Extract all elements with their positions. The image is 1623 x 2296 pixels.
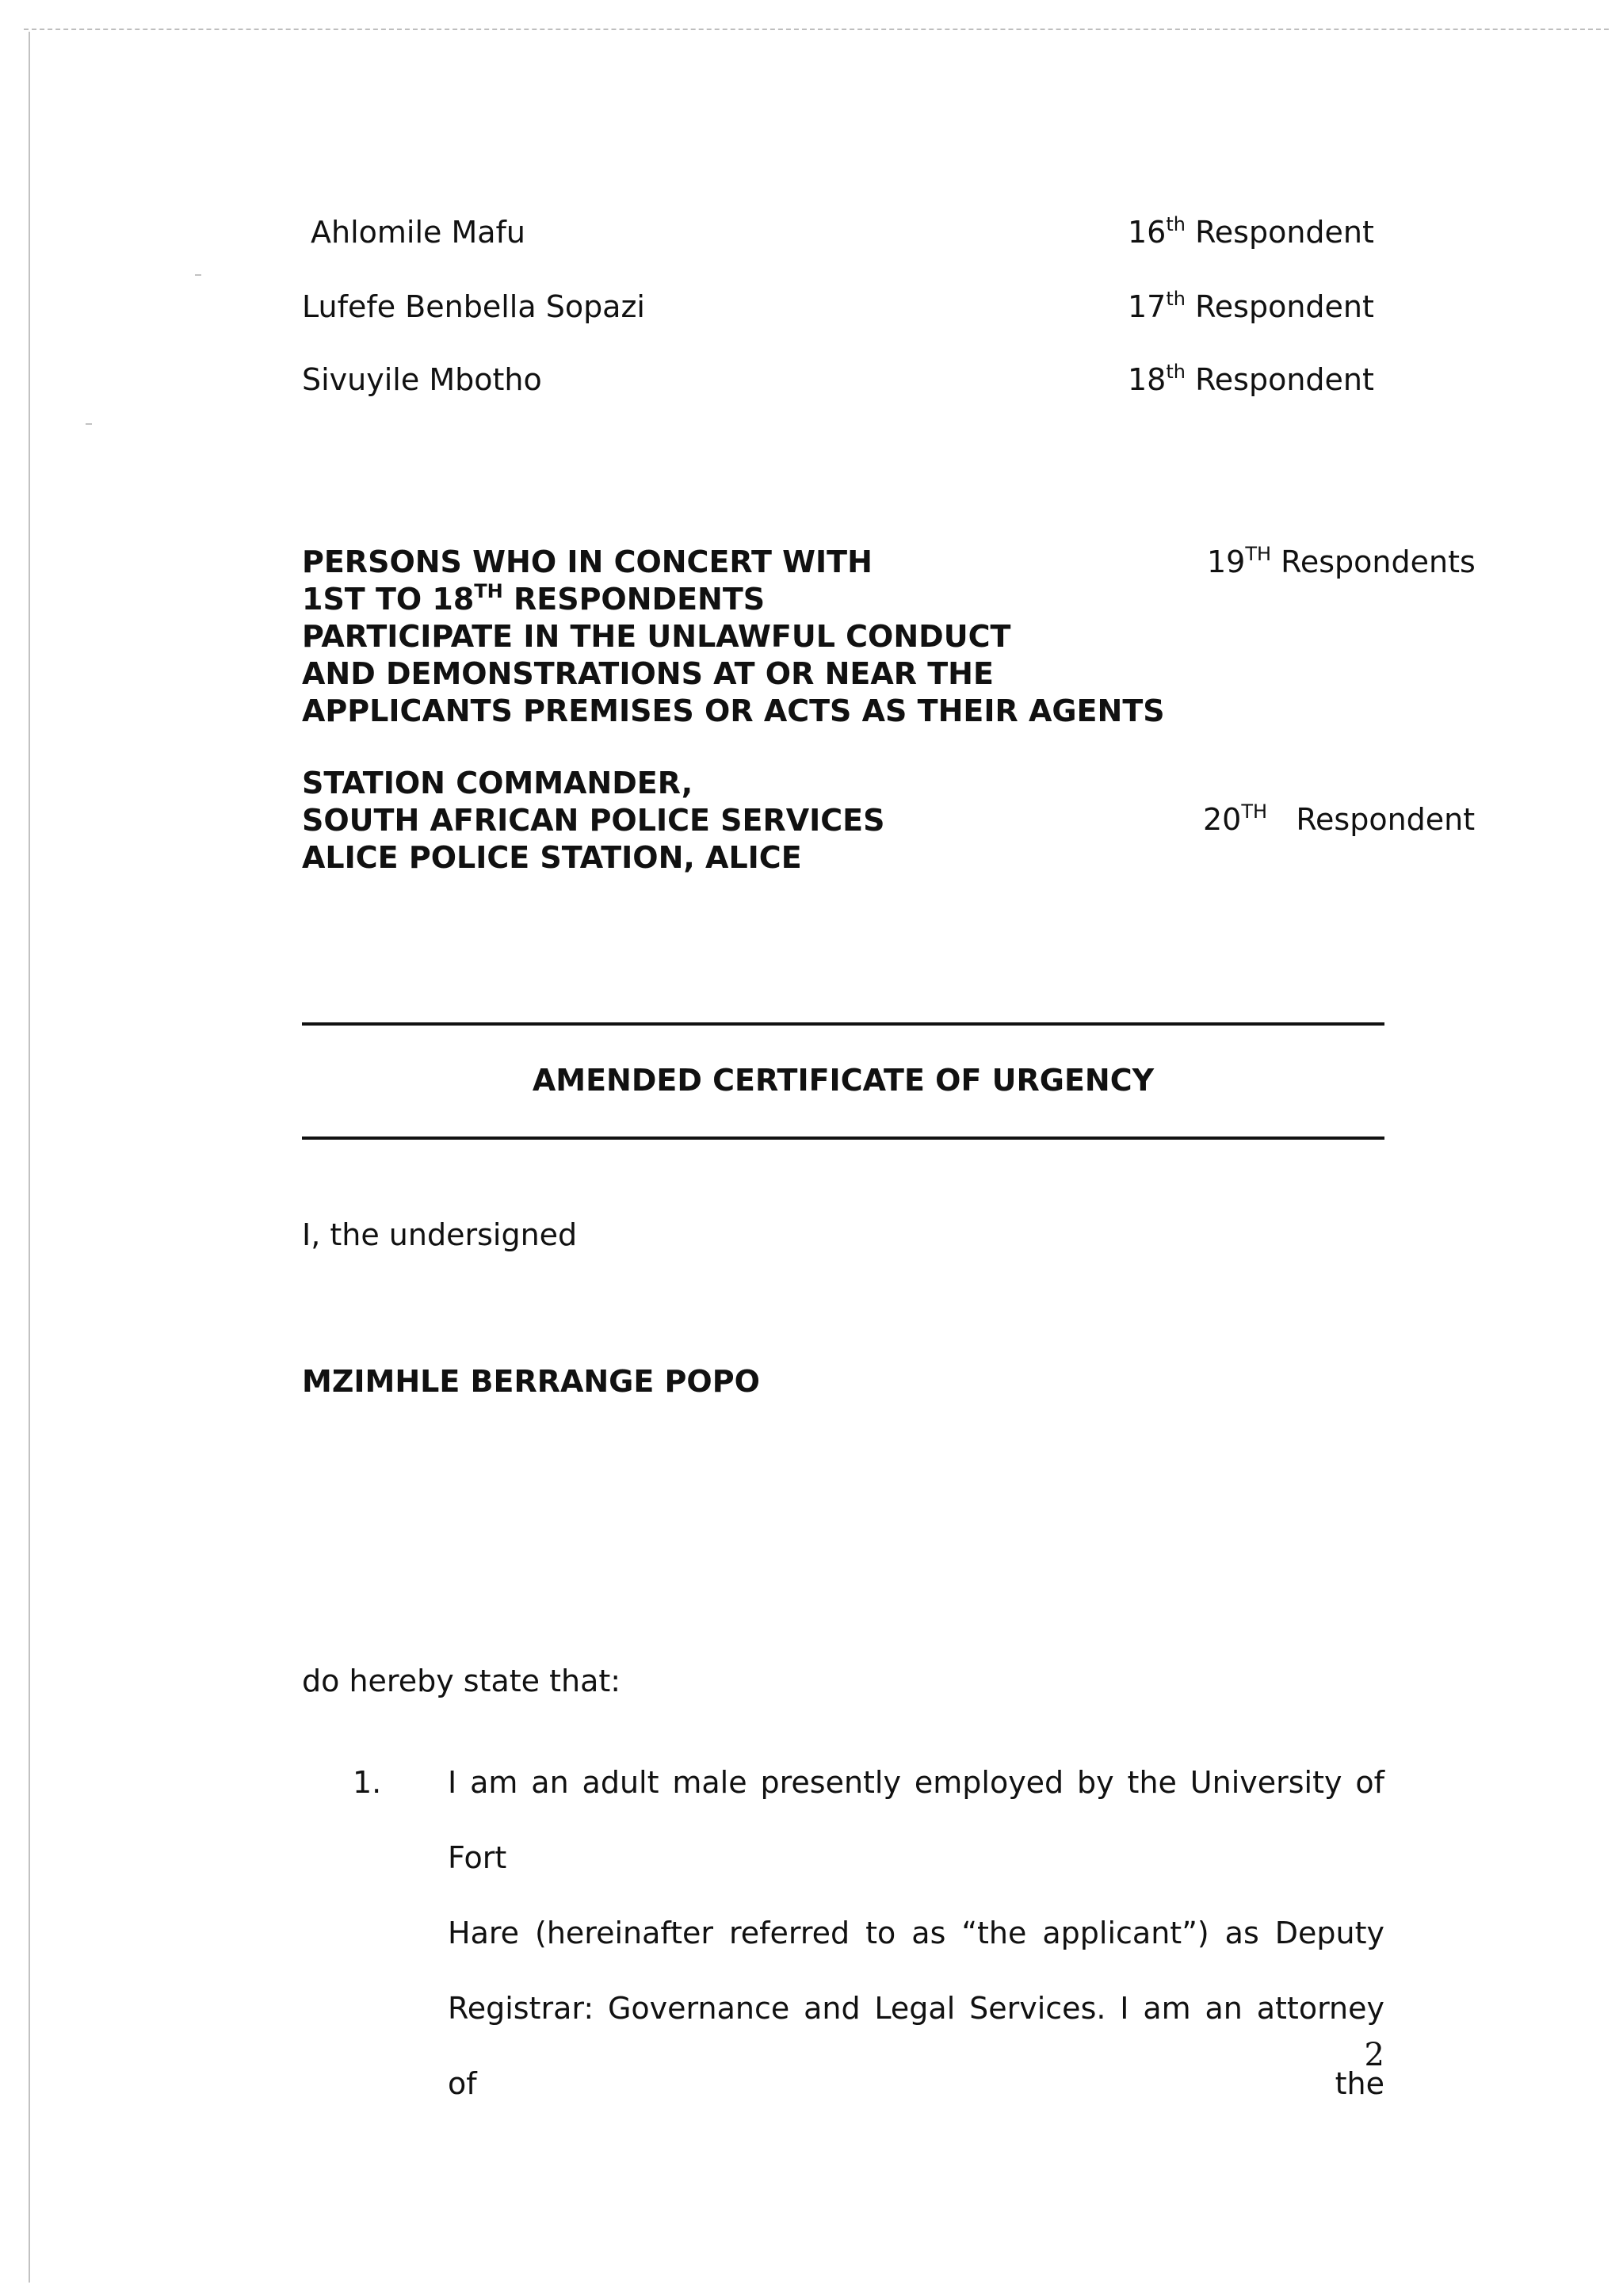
respondent-18-ordinal: 18	[1128, 362, 1167, 397]
statement-text: do hereby state that:	[302, 1664, 621, 1698]
deponent-name: MZIMHLE BERRANGE POPO	[302, 1364, 760, 1399]
persons-line-2	[302, 581, 1165, 618]
page-number: 2	[1364, 2037, 1384, 2073]
station-commander-block	[302, 765, 885, 877]
respondent-16-ordinal: 16	[1128, 215, 1167, 250]
persons-line-3: PARTICIPATE IN THE UNLAWFUL CONDUCT	[302, 619, 1011, 654]
scan-speck	[195, 274, 201, 276]
paragraph-1-line-1: I am an adult male presently employed by the University of Fort	[448, 1765, 1384, 1875]
respondent-19-suffix: TH	[1245, 543, 1272, 565]
respondent-20-role: Respondent	[1296, 802, 1476, 837]
respondent-19-role: Respondents	[1281, 544, 1476, 579]
respondent-18-role: Respondent	[1195, 362, 1374, 397]
respondent-17-name: Lufefe Benbella Sopazi	[302, 289, 645, 324]
respondent-16-role: Respondent	[1195, 215, 1374, 250]
persons-line-2-pre: 1ST TO 18	[302, 582, 475, 617]
respondent-20-label	[1203, 801, 1475, 838]
heading-rule-top	[302, 1022, 1384, 1026]
respondent-20-suffix: TH	[1241, 800, 1268, 823]
respondent-17-label	[1128, 288, 1374, 325]
station-line-2: SOUTH AFRICAN POLICE SERVICES	[302, 803, 885, 838]
persons-line-2-sup: TH	[474, 580, 503, 602]
intro-text: I, the undersigned	[302, 1217, 578, 1252]
paragraph-1-line-3: Registrar: Governance and Legal Services. I am an attorney of the	[448, 1991, 1384, 2101]
respondent-17-suffix: th	[1166, 288, 1186, 310]
persons-line-4: AND DEMONSTRATIONS AT OR NEAR THE	[302, 656, 994, 691]
respondent-18-label	[1128, 361, 1374, 398]
paragraph-1-line-2: Hare (hereinafter referred to as “the applicant”) as Deputy	[448, 1916, 1384, 1950]
respondent-16-suffix: th	[1166, 213, 1186, 235]
respondent-17-role: Respondent	[1195, 289, 1374, 324]
respondent-17-ordinal: 17	[1128, 289, 1167, 324]
paragraph-1	[448, 1745, 1384, 2122]
persons-in-concert-block	[302, 544, 1165, 730]
scan-speck	[86, 423, 92, 425]
paragraph-1-number: 1.	[353, 1765, 382, 1800]
station-line-3: ALICE POLICE STATION, ALICE	[302, 840, 802, 875]
persons-line-5: APPLICANTS PREMISES OR ACTS AS THEIR AGENTS	[302, 693, 1165, 728]
respondent-19-ordinal: 19	[1207, 544, 1246, 579]
respondent-16-label	[1128, 214, 1374, 250]
persons-line-1: PERSONS WHO IN CONCERT WITH	[302, 544, 873, 579]
respondent-18-name: Sivuyile Mbotho	[302, 362, 542, 397]
respondent-16-name: Ahlomile Mafu	[311, 215, 526, 250]
respondent-20-ordinal: 20	[1203, 802, 1242, 837]
station-line-1: STATION COMMANDER,	[302, 766, 693, 800]
respondent-18-suffix: th	[1166, 361, 1186, 383]
scan-edge-top	[24, 29, 1609, 30]
document-heading: AMENDED CERTIFICATE OF URGENCY	[532, 1063, 1155, 1098]
heading-rule-bottom	[302, 1137, 1384, 1140]
persons-line-2-post: RESPONDENTS	[502, 582, 766, 617]
scan-edge-left	[29, 32, 30, 2283]
respondent-19-label	[1207, 544, 1476, 580]
